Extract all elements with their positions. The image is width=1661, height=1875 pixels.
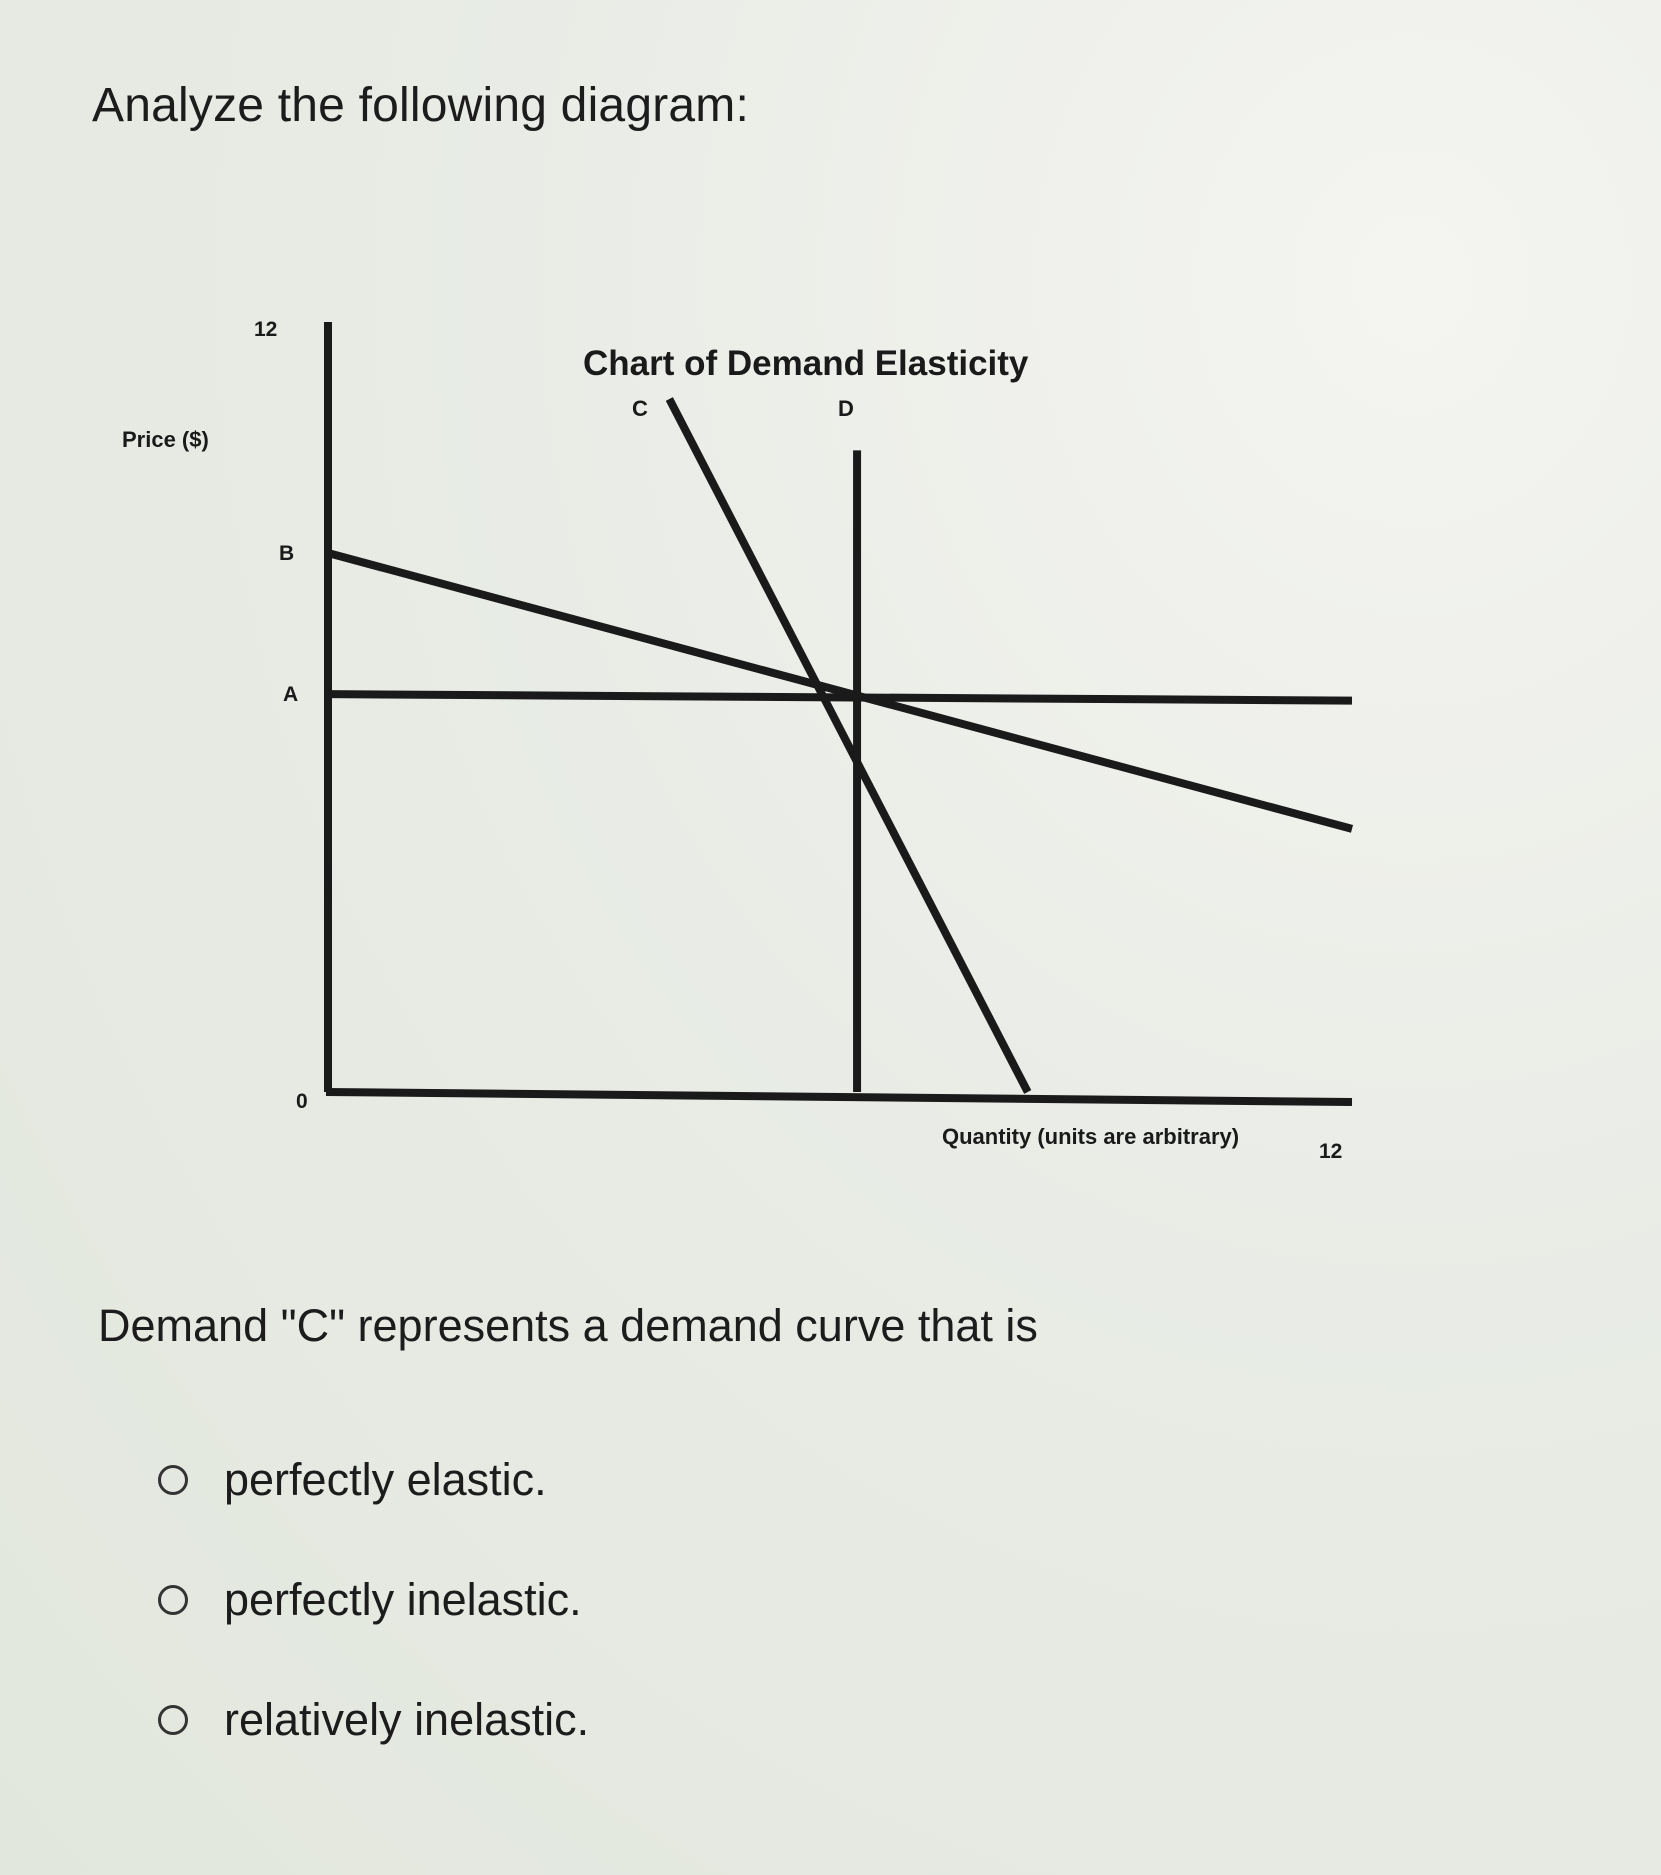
option-label: perfectly elastic. bbox=[224, 1454, 547, 1505]
x-axis-label: Quantity (units are arbitrary) bbox=[942, 1124, 1240, 1149]
option-label: relatively inelastic. bbox=[224, 1694, 590, 1745]
option-label: perfectly inelastic. bbox=[224, 1574, 582, 1625]
x-axis bbox=[326, 1092, 1352, 1102]
curve-label-c: C bbox=[632, 396, 648, 421]
demand-curve-b bbox=[328, 553, 1352, 829]
demand-curve-c bbox=[669, 399, 1027, 1092]
question-header: Analyze the following diagram: bbox=[92, 79, 750, 132]
radio-icon[interactable] bbox=[158, 1705, 188, 1735]
option-perfectly-elastic[interactable] bbox=[158, 1420, 589, 1540]
question-prompt: Demand "C" represents a demand curve that is bbox=[98, 1300, 1038, 1351]
y-tick-label-b: B bbox=[279, 542, 295, 565]
demand-curves bbox=[328, 399, 1352, 1092]
option-perfectly-inelastic[interactable] bbox=[158, 1540, 589, 1660]
radio-icon[interactable] bbox=[158, 1585, 188, 1615]
chart-title: Chart of Demand Elasticity bbox=[583, 344, 1029, 383]
origin-label: 0 bbox=[296, 1090, 308, 1113]
option-relatively-inelastic[interactable] bbox=[158, 1660, 589, 1780]
y-tick-label-a: A bbox=[283, 683, 299, 706]
answer-options bbox=[158, 1420, 589, 1780]
y-tick-label-top: 12 bbox=[254, 318, 278, 341]
curve-label-d: D bbox=[838, 396, 854, 421]
radio-icon[interactable] bbox=[158, 1465, 188, 1495]
y-axis-label: Price ($) bbox=[122, 427, 209, 452]
demand-curve-a bbox=[328, 694, 1352, 700]
x-tick-label-end: 12 bbox=[1319, 1140, 1343, 1163]
